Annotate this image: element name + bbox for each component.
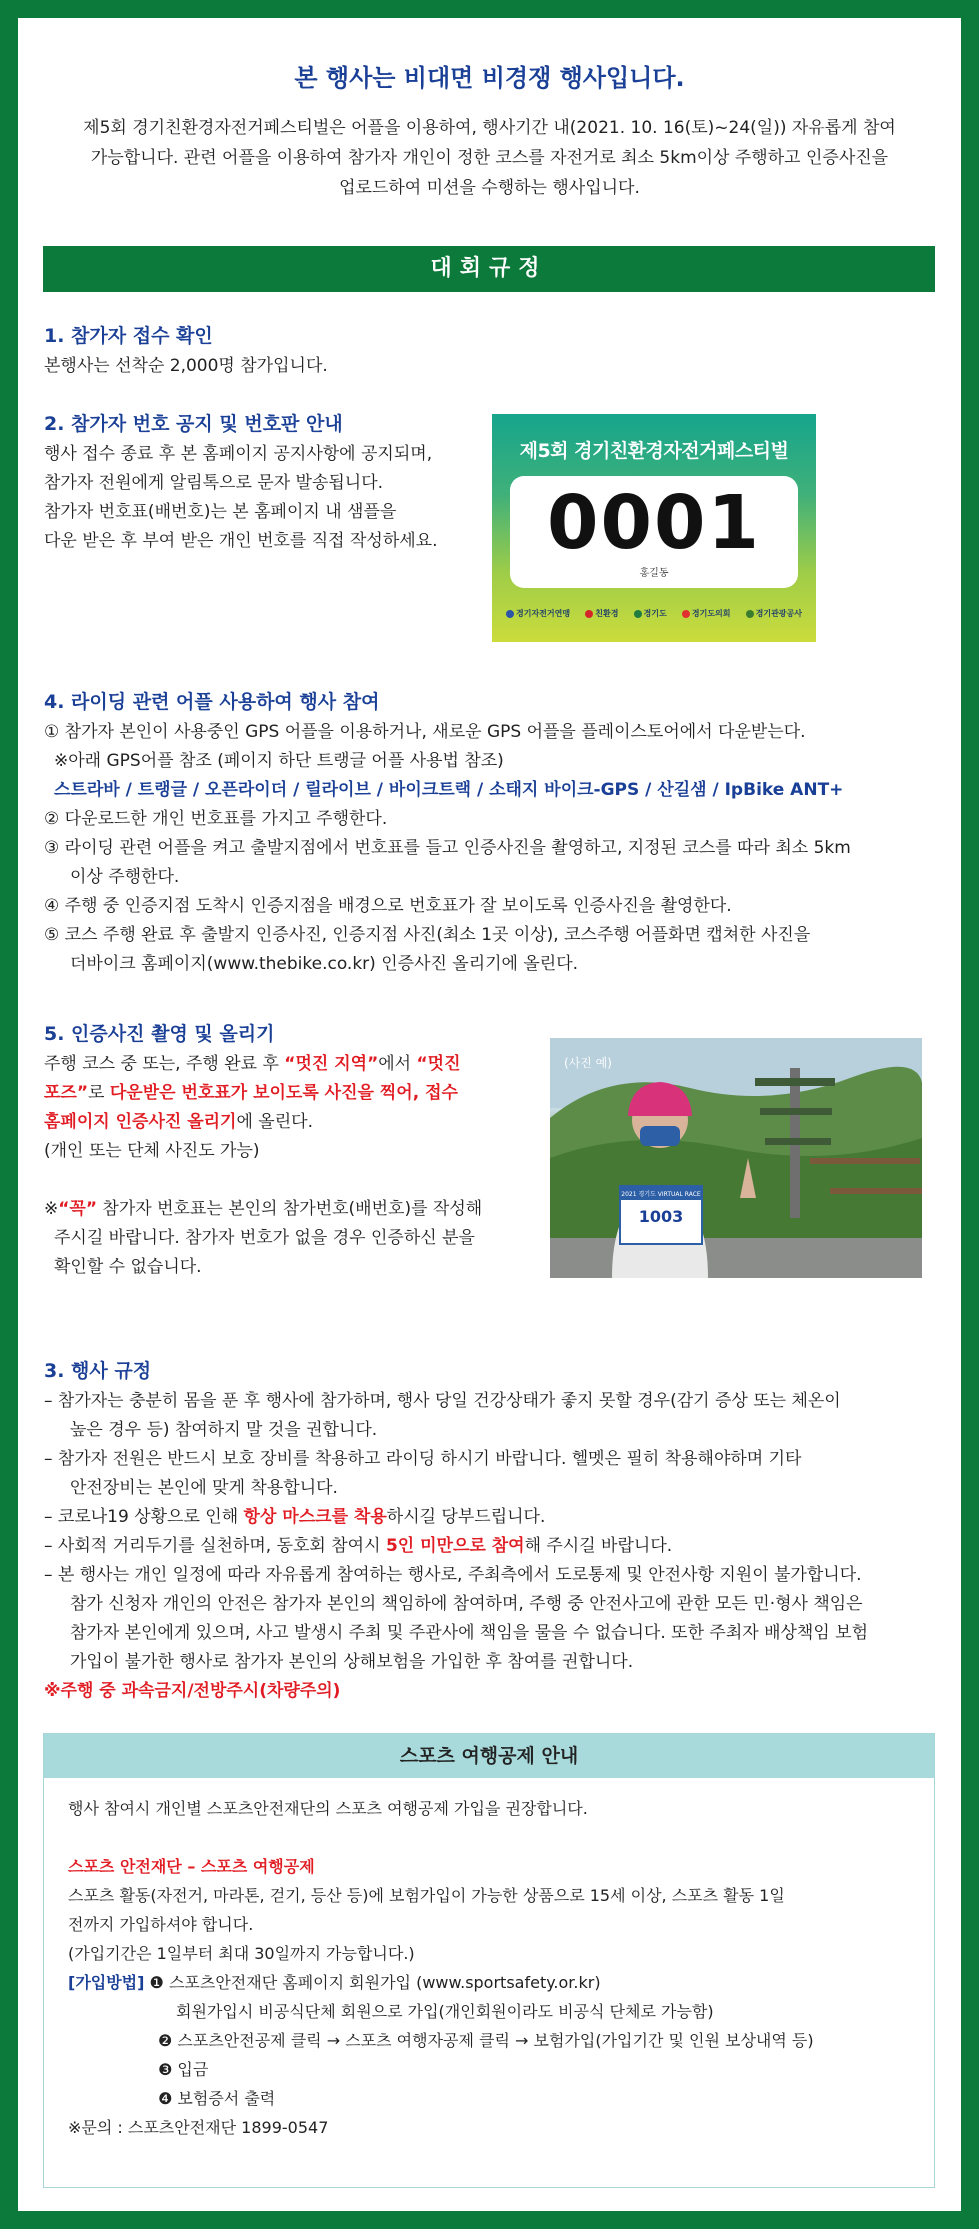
section-line: ⑤ 코스 주행 완료 후 출발지 인증사진, 인증지점 사진(최소 1곳 이상), 코스주행 어플화면 캡쳐한 사진을 — [44, 925, 811, 945]
sports-line: (가입기간은 1일부터 최대 30일까지 가능합니다.) — [68, 1944, 415, 1963]
section-line: 참가자 번호표(배번호)는 본 홈페이지 내 샘플을 — [44, 502, 397, 522]
intro-line: 가능합니다. 관련 어플을 이용하여 참가자 개인이 정한 코스를 자전거로 최소 5km이상 주행하고 인증사진을 — [90, 148, 889, 168]
section-heading: 2. 참가자 번호 공지 및 번호판 안내 — [44, 413, 343, 435]
rules-banner: 대회규정 — [43, 246, 935, 292]
section-line: 다운 받은 후 부여 받은 개인 번호를 직접 작성하세요. — [44, 531, 438, 551]
bib-sample-image — [492, 414, 816, 642]
bib-name: 홍길동 — [639, 568, 669, 579]
rule-line: 참가자 본인에게 있으며, 사고 발생시 주최 및 주관사에 책임을 물을 수 없습니다. 또한 주최자 배상책임 보험 — [70, 1623, 869, 1643]
section-line: ③ 라이딩 관련 어플을 켜고 출발지점에서 번호표를 들고 인증사진을 촬영하고, 지정된 코스를 따라 최소 5km — [44, 838, 851, 858]
bib-number-card — [510, 476, 798, 588]
note-line: 확인할 수 없습니다. — [54, 1257, 202, 1277]
rule-line: – 본 행사는 개인 일정에 따라 자유롭게 참여하는 행사로, 주최측에서 도로통제 및 안전사항 지원이 불가합니다. — [44, 1565, 862, 1585]
section-line: ② 다운로드한 개인 번호표를 가지고 주행한다. — [44, 809, 388, 829]
safety-warning: ※주행 중 과속금지/전방주시(차량주의) — [44, 1681, 341, 1701]
rule-line: – 참가자는 충분히 몸을 푼 후 행사에 참가하며, 행사 당일 건강상태가 좋지 못할 경우(감기 증상 또는 체온이 — [44, 1391, 841, 1411]
intro-title: 본 행사는 비대면 비경쟁 행사입니다. — [294, 64, 685, 92]
bib-number: 0001 — [547, 480, 761, 566]
example-photo — [550, 1038, 922, 1278]
sports-line: 행사 참여시 개인별 스포츠안전재단의 스포츠 여행공제 가입을 권장합니다. — [68, 1799, 588, 1818]
section-heading: 3. 행사 규정 — [44, 1360, 152, 1382]
rule-line: – 코로나19 상황으로 인해 항상 마스크를 착용하시길 당부드립니다. — [44, 1507, 546, 1527]
section-bib-notice — [44, 408, 484, 556]
sports-insurance-heading: 스포츠 여행공제 안내 — [44, 1734, 934, 1778]
section-event-rules — [44, 1355, 944, 1706]
sports-line: 전까지 가입하셔야 합니다. — [68, 1915, 254, 1934]
example-photo-illustration — [550, 1038, 922, 1278]
contact-line: ※문의 : 스포츠안전재단 1899-0547 — [68, 2118, 329, 2137]
photo-caption: (사진 예) — [564, 1056, 612, 1070]
note-line: 주시길 바랍니다. 참가자 번호가 없을 경우 인증하신 분을 — [54, 1228, 475, 1248]
intro-line: 제5회 경기친환경자전거페스티벌은 어플을 이용하여, 행사기간 내(2021. 10. 16(토)~24(일)) 자유롭게 참여 — [83, 118, 896, 138]
section-line: 이상 주행한다. — [70, 867, 180, 887]
section-heading: 4. 라이딩 관련 어플 사용하여 행사 참여 — [44, 691, 380, 713]
intro-paragraph — [48, 113, 931, 203]
svg-text:1003: 1003 — [638, 1207, 684, 1226]
sports-insurance-body — [68, 1794, 918, 2142]
gps-app-list: 스트라바 / 트랭글 / 오픈라이더 / 릴라이브 / 바이크트랙 / 소태지 바이크-GPS / 산길샘 / IpBike ANT+ — [54, 780, 844, 800]
section-line: ④ 주행 중 인증지점 도착시 인증지점을 배경으로 번호표가 잘 보이도록 인증사진을 촬영한다. — [44, 896, 732, 916]
section-line: (개인 또는 단체 사진도 가능) — [44, 1141, 260, 1161]
section-heading: 5. 인증사진 촬영 및 올리기 — [44, 1023, 275, 1045]
sports-line: ❹ 보험증서 출력 — [158, 2089, 276, 2108]
sports-subheading: 스포츠 안전재단 – 스포츠 여행공제 — [68, 1857, 315, 1876]
sponsor-logo: 경기도의회 — [682, 608, 731, 619]
section-text: 본행사는 선착순 2,000명 참가입니다. — [44, 356, 328, 376]
section-line: 홈페이지 인증사진 올리기에 올린다. — [44, 1112, 313, 1132]
rule-line: – 사회적 거리두기를 실천하며, 동호회 참여시 5인 미만으로 참여해 주시길 바랍니다. — [44, 1536, 673, 1556]
bib-sponsor-logos — [506, 608, 802, 619]
rule-line: 안전장비는 본인에 맞게 착용합니다. — [70, 1478, 338, 1498]
sponsor-logo: 경기도 — [634, 608, 667, 619]
section-riding-app — [44, 686, 944, 979]
sports-line: ❷ 스포츠안전공제 클릭 → 스포츠 여행자공제 클릭 → 보험가입(가입기간 및 인원 보상내역 등) — [158, 2031, 814, 2050]
section-heading: 1. 참가자 접수 확인 — [44, 325, 213, 347]
section-line: 포즈”로 다운받은 번호표가 보이도록 사진을 찍어, 접수 — [44, 1083, 458, 1103]
rule-line: 참가 신청자 개인의 안전은 참가자 본인의 책임하에 참여하며, 주행 중 안전사고에 관한 모든 민·형사 책임은 — [70, 1594, 863, 1614]
sponsor-logo: 경기관광공사 — [746, 608, 802, 619]
sports-line: [가입방법] ❶ 스포츠안전재단 홈페이지 회원가입 (www.sportsafety.or.kr) — [68, 1973, 601, 1992]
sports-line: 스포츠 활동(자전거, 마라톤, 걷기, 등산 등)에 보험가입이 가능한 상품으로 15세 이상, 스포츠 활동 1일 — [68, 1886, 785, 1905]
rule-line: 높은 경우 등) 참여하지 말 것을 권합니다. — [70, 1420, 378, 1440]
join-method-label: [가입방법] — [68, 1973, 145, 1992]
sports-line: ❸ 입금 — [158, 2060, 209, 2079]
sports-line: 회원가입시 비공식단체 회원으로 가입(개인회원이라도 비공식 단체로 가능함) — [176, 2002, 714, 2021]
intro-line: 업로드하여 미션을 수행하는 행사입니다. — [339, 178, 640, 198]
section-photo-upload — [44, 1018, 544, 1282]
rule-line: – 참가자 전원은 반드시 보호 장비를 착용하고 라이딩 하시기 바랍니다. 헬멧은 필히 착용해야하며 기타 — [44, 1449, 802, 1469]
section-line: ① 참가자 본인이 사용중인 GPS 어플을 이용하거나, 새로운 GPS 어플을 플레이스토어에서 다운받는다. — [44, 722, 806, 742]
sports-insurance-box — [43, 1733, 935, 2188]
sponsor-logo: 친환경 — [585, 608, 618, 619]
section-line: 주행 코스 중 또는, 주행 완료 후 “멋진 지역”에서 “멋진 — [44, 1054, 461, 1074]
svg-text:2021 경기도 VIRTUAL RACE: 2021 경기도 VIRTUAL RACE — [621, 1191, 701, 1198]
note-line: ※“꼭” 참가자 번호표는 본인의 참가번호(배번호)를 작성해 — [44, 1199, 483, 1219]
section-line: ※아래 GPS어플 참조 (페이지 하단 트랭글 어플 사용법 참조) — [54, 751, 504, 771]
section-line: 참가자 전원에게 알림톡으로 문자 발송됩니다. — [44, 473, 384, 493]
section-line: 더바이크 홈페이지(www.thebike.co.kr) 인증사진 올리기에 올린다. — [70, 954, 579, 974]
rule-line: 가입이 불가한 행사로 참가자 본인의 상해보험을 가입한 후 참여를 권합니다. — [70, 1652, 634, 1672]
sponsor-logo: 경기자전거연맹 — [506, 608, 570, 619]
section-registration — [44, 320, 944, 381]
section-line: 행사 접수 종료 후 본 홈페이지 공지사항에 공지되며, — [44, 444, 433, 464]
bib-title: 제5회 경기친환경자전거페스티벌 — [519, 440, 789, 462]
page-content — [18, 18, 961, 2211]
